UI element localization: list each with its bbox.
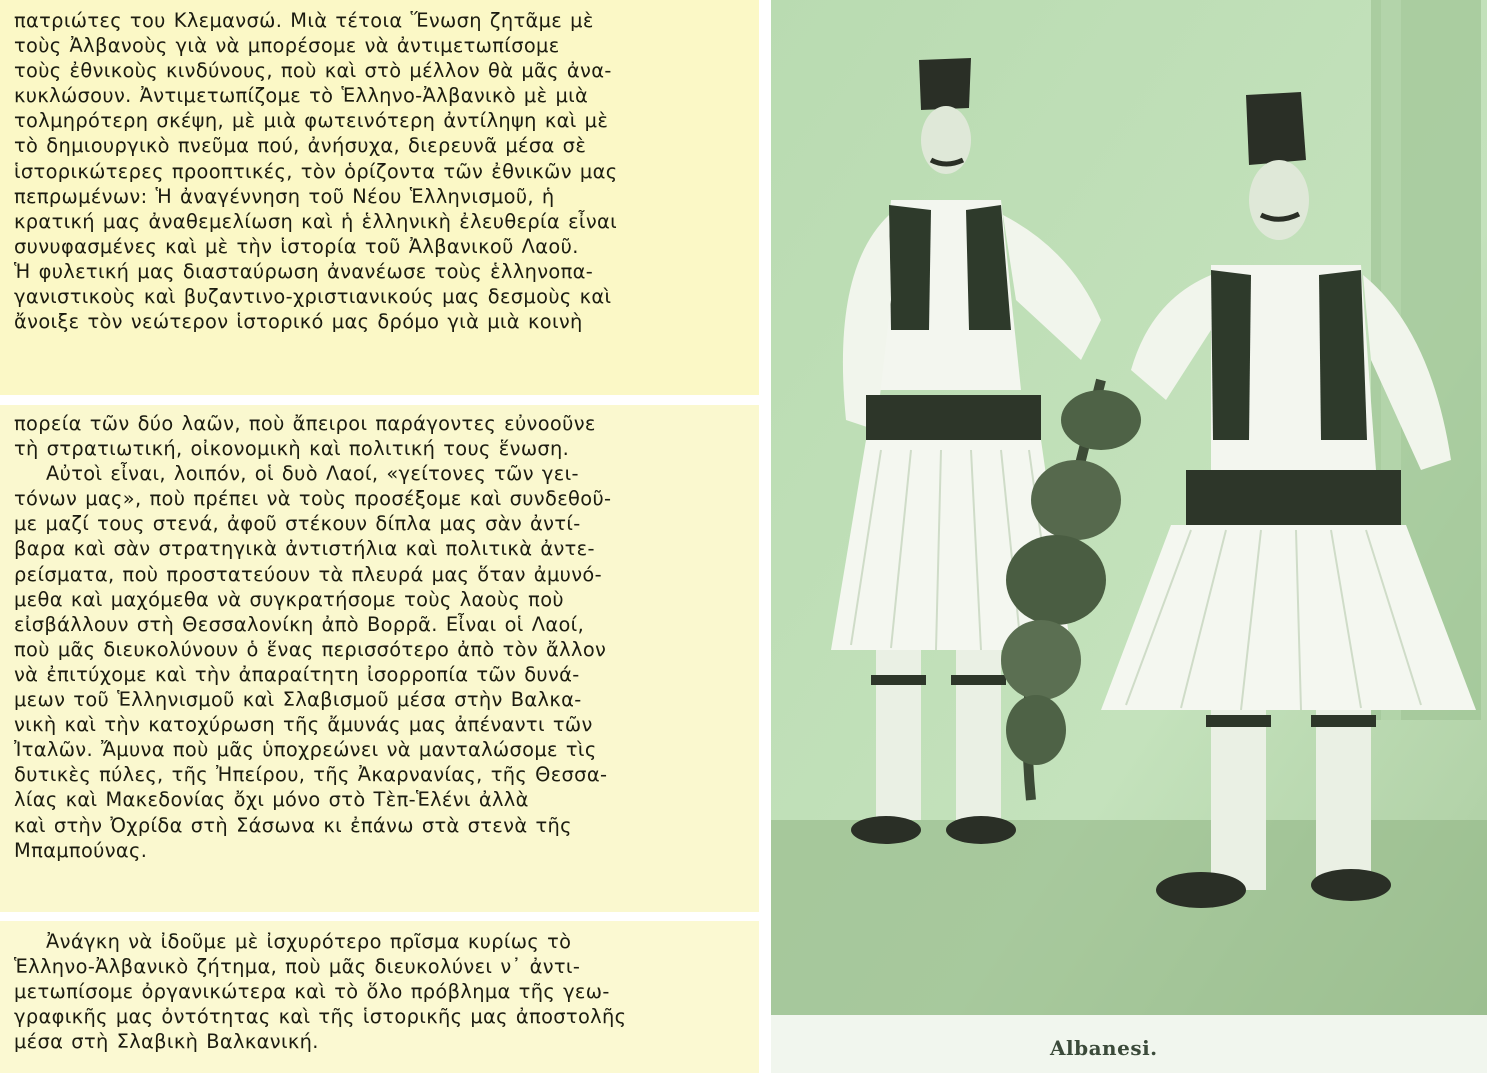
clipping-divider: [0, 912, 759, 921]
text-line: νικὴ καὶ τὴν κατοχύρωση τῆς ἄμυνάς μας ἀπέναντι τῶν: [14, 713, 593, 737]
text-line: ἄνοιξε τὸν νεώτερον ἱστορικό μας δρόμο γιὰ μιὰ κοινὴ: [14, 310, 583, 334]
text-line: Μπαμπούνας.: [14, 838, 148, 862]
text-line: πατριώτες του Κλεμανσώ. Μιὰ τέτοια Ἕνωση ζητᾶμε μὲ: [14, 9, 594, 32]
text-clipping-1: [0, 0, 759, 395]
text-line: τὸ δημιουργικὸ πνεῦμα πού, ἀνήσυχα, διερευνᾶ μέσα σὲ: [14, 134, 587, 158]
text-line: πορεία τῶν δύο λαῶν, ποὺ ἄπειροι παράγοντες εὐνοοῦνε: [14, 412, 596, 435]
text-line: νὰ ἐπιτύχομε καὶ τὴν ἀπαραίτητη ἰσορροπία τῶν δυνά-: [14, 662, 580, 686]
text-clipping-3: [0, 921, 759, 1073]
text-line: με μαζί τους στενά, ἀφοῦ στέκουν δίπλα μας σὰν ἀντί-: [14, 512, 581, 536]
text-line: πεπρωμένων: Ἡ ἀναγέννηση τοῦ Νέου Ἑλληνισμοῦ, ἡ: [14, 184, 555, 208]
text-line: γανιστικοὺς καὶ βυζαντινο-χριστιανικούς μας δεσμοὺς καὶ: [14, 285, 612, 309]
text-line: Ἡ φυλετική μας διασταύρωση ἀνανέωσε τοὺς ἑλληνοπα-: [14, 259, 594, 283]
text-line: τοὺς ἐθνικοὺς κινδύνους, ποὺ καὶ στὸ μέλλον θὰ μᾶς ἀνα-: [14, 59, 612, 83]
text-line: μέσα στὴ Σλαβικὴ Βαλκανική.: [14, 1030, 319, 1054]
text-line: μεθα καὶ μαχόμεθα νὰ συγκρατήσομε τοὺς λαοὺς ποὺ: [14, 587, 564, 611]
text-line: κυκλώσουν. Ἀντιμετωπίζομε τὸ Ἑλληνο-Ἀλβανικὸ μὲ μιὰ: [14, 84, 589, 108]
text-line: εἰσβάλλουν στὴ Θεσσαλονίκη ἀπὸ Βορρᾶ. Εἶναι οἱ Λαοί,: [14, 612, 585, 636]
text-line: τὴ στρατιωτική, οἰκονομικὴ καὶ πολιτική τους ἕνωση.: [14, 437, 570, 461]
text-line: λίας καὶ Μακεδονίας ὄχι μόνο στὸ Τὲπ-Ἑλένι ἀλλὰ: [14, 788, 529, 812]
text-line: τοὺς Ἀλβανοὺς γιὰ νὰ μπορέσομε νὰ ἀντιμετωπίσομε: [14, 34, 560, 58]
text-line: ρείσματα, ποὺ προστατεύουν τὰ πλευρά μας ὅταν ἀμυνό-: [14, 562, 602, 586]
text-line: Ἰταλῶν. Ἄμυνα ποὺ μᾶς ὑποχρεώνει νὰ μανταλώσομε τὶς: [14, 738, 597, 762]
text-line: συνυφασμένες καὶ μὲ τὴν ἱστορία τοῦ Ἀλβανικοῦ Λαοῦ.: [14, 234, 579, 258]
text-line: δυτικὲς πύλες, τῆς Ἠπείρου, τῆς Ἀκαρνανίας, τῆς Θεσσα-: [14, 763, 608, 787]
photograph-albanesi: [771, 0, 1487, 1073]
text-line: τολμηρότερη σκέψη, μὲ μιὰ φωτεινότερη ἀντίληψη καὶ μὲ: [14, 109, 609, 133]
text-line: γραφικῆς μας ὀντότητας καὶ τῆς ἱστορικῆς μας ἀποστολῆς: [14, 1005, 627, 1029]
photo-illustration: [771, 0, 1487, 1073]
text-line: βαρα καὶ σὰν στρατηγικὰ ἀντιστήλια καὶ πολιτικὰ ἀντε-: [14, 537, 595, 561]
text-line: Ἑλληνο-Ἀλβανικὸ ζήτημα, ποὺ μᾶς διευκολύνει ν᾿ ἀντι-: [14, 955, 581, 979]
photo-caption: Albanesi.: [1050, 1036, 1158, 1060]
text-line: Ἀνάγκη νὰ ἰδοῦμε μὲ ἰσχυρότερο πρῖσμα κυρίως τὸ: [14, 930, 572, 953]
text-line: ποὺ μᾶς διευκολύνουν ὁ ἕνας περισσότερο ἀπὸ τὸν ἄλλον: [14, 637, 607, 661]
clipping-divider: [0, 395, 759, 405]
text-line: Αὐτοὶ εἶναι, λοιπόν, οἱ δυὸ Λαοί, «γείτονες τῶν γει-: [14, 462, 579, 486]
text-clipping-2: [0, 405, 759, 912]
text-line: τόνων μας», ποὺ πρέπει νὰ τοὺς προσέξομε καὶ συνδεθοῦ-: [14, 487, 612, 511]
text-line: καὶ στὴν Ὀχρίδα στὴ Σάσωνα κι ἐπάνω στὰ στενὰ τῆς: [14, 813, 572, 837]
text-line: μεων τοῦ Ἑλληνισμοῦ καὶ Σλαβισμοῦ μέσα στὴν Βαλκα-: [14, 688, 582, 712]
text-line: ἱστορικώτερες προοπτικές, τὸν ὁρίζοντα τῶν ἐθνικῶν μας: [14, 159, 618, 183]
text-line: κρατική μας ἀναθεμελίωση καὶ ἡ ἑλληνικὴ ἐλευθερία εἶναι: [14, 209, 618, 233]
text-line: μετωπίσομε ὀργανικώτερα καὶ τὸ ὅλο πρόβλημα τῆς γεω-: [14, 980, 610, 1004]
